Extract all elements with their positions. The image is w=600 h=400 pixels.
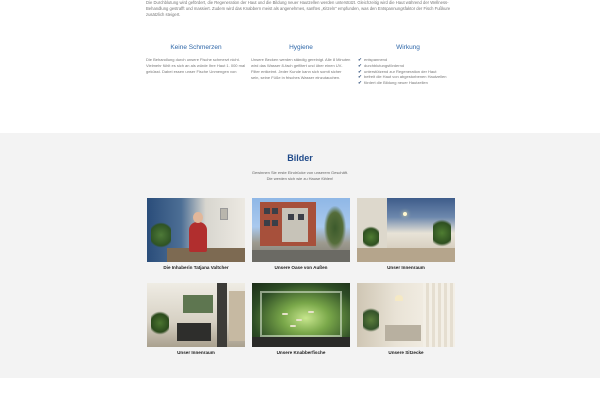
- feature-column-effect: [358, 44, 458, 86]
- list-item: ✔ durchblutungsfördernd: [358, 62, 405, 68]
- intro-paragraph: Die Durchblutung wird gefördert, die Regeneration der Haut und die Bildung neuer Hautzellen werden unterstützt. Gleichzeitig wird die Haut während der Wellness-Behandlung gestrafft und massiert. Zudem wird das Knabbern meist als angenehmes, sanftes „Kitzeln" empfunden, was den Entspannungsfaktor der Fisch Fußkure zusätzlich steigert.: [146, 0, 451, 17]
- effect-list: [358, 57, 458, 86]
- photo-caption: Die Inhaberin Tatjana Valtcher: [163, 265, 229, 270]
- check-icon: ✔: [358, 74, 362, 80]
- gallery-tile-seating[interactable]: [357, 283, 455, 355]
- gallery-photo-interior[interactable]: [357, 198, 455, 262]
- list-item: ✔ unterstützend zur Regeneration der Haut: [358, 68, 437, 74]
- photo-caption: Unsere Knabberfische: [276, 350, 326, 355]
- gallery-photo-fish[interactable]: [252, 283, 350, 347]
- photo-caption: Unser Innenraum: [177, 350, 215, 355]
- feature-title: Hygiene: [289, 44, 313, 51]
- gallery-tile-fish[interactable]: [252, 283, 350, 355]
- gallery-photo-interior[interactable]: [147, 283, 245, 347]
- gallery-photo-seating[interactable]: [357, 283, 455, 347]
- feature-text: Unsere Becken werden ständig gereinigt. Alle 8 Minuten wird das Wasser 8-fach gefiltert und über einen UV-Filter entkeimt. Jeder Kunde kann sich somit sicher sein, seine Füße in frisches Wasser einzutauchen.: [251, 57, 351, 80]
- feature-column-no-pain: [146, 44, 246, 75]
- gallery-title: Bilder: [287, 153, 313, 163]
- gallery-photo-owner[interactable]: [147, 198, 245, 262]
- list-item: ✔ fördert die Bildung neuer Hautzellen: [358, 80, 428, 86]
- footer-spacer: [0, 378, 600, 400]
- feature-column-hygiene: [251, 44, 351, 81]
- feature-title: Wirkung: [396, 44, 420, 51]
- photo-caption: Unser Innenraum: [387, 265, 425, 270]
- features-row: [146, 44, 458, 114]
- check-icon: ✔: [358, 80, 362, 86]
- gallery-tile-exterior[interactable]: [252, 198, 350, 270]
- gallery-photo-exterior[interactable]: [252, 198, 350, 262]
- photo-caption: Unsere Oase von Außen: [274, 265, 328, 270]
- gallery-tile-interior-2[interactable]: [147, 283, 245, 355]
- photo-caption: Unsere Sitzecke: [388, 350, 424, 355]
- list-item: ✔ entspannend: [358, 57, 388, 62]
- check-icon: ✔: [358, 68, 362, 74]
- feature-title: Keine Schmerzen: [170, 44, 222, 51]
- gallery-tile-owner[interactable]: [147, 198, 245, 270]
- gallery-tile-interior-1[interactable]: [357, 198, 455, 270]
- gallery-subtitle: Gewinnen Sie erste Eindrücke von unserem Geschäft. Die werden sich wie zu Hause fühlen!: [251, 170, 349, 181]
- check-icon: ✔: [358, 62, 362, 68]
- list-item: ✔ befreit die Haut von abgestorbenen Hautzellen: [358, 74, 447, 80]
- feature-text: Die Behandlung durch unsere Fische schmerzt nicht. Vielmehr fühlt es sich an als würde Ihre Haut 1. 000 mal geküsst. Dabei essen unser Fische Unmengen von: [146, 57, 246, 74]
- check-icon: ✔: [358, 57, 362, 62]
